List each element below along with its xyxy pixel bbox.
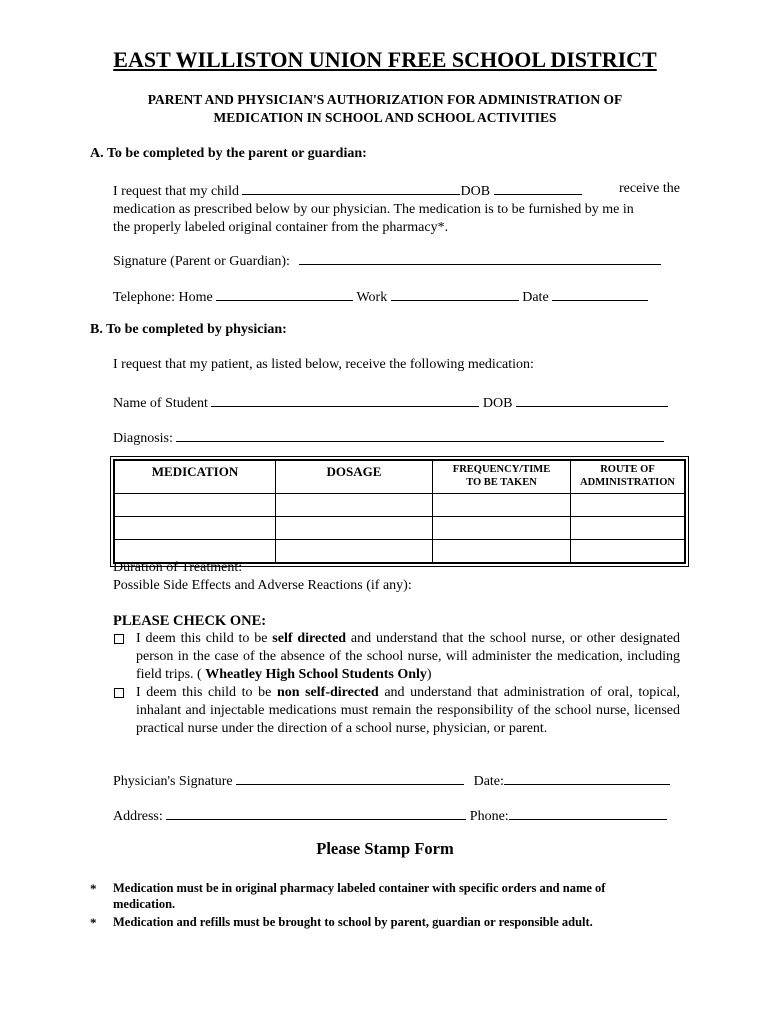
work-phone-label: Work xyxy=(356,290,388,305)
section-a-request xyxy=(113,180,680,237)
footnote-1: Medication must be in original pharmacy labeled container with specific orders and name of medication. xyxy=(113,881,606,911)
footnote-star-1: * xyxy=(90,881,97,896)
side-effects-label: Possible Side Effects and Adverse Reactions (if any): xyxy=(113,578,412,593)
physician-signature-row xyxy=(113,770,670,791)
medication-cell[interactable] xyxy=(114,517,276,540)
home-phone-field[interactable] xyxy=(216,286,353,301)
request-line-3: the properly labeled original container from the pharmacy*. xyxy=(113,220,449,235)
table-row xyxy=(114,494,685,517)
route-cell[interactable] xyxy=(571,494,686,517)
header-route: ROUTE OF ADMINISTRATION xyxy=(571,460,686,494)
dosage-cell[interactable] xyxy=(276,517,433,540)
medication-table xyxy=(113,459,686,564)
student-dob-label: DOB xyxy=(482,396,513,411)
check-one-heading: PLEASE CHECK ONE: xyxy=(113,613,267,629)
route-cell[interactable] xyxy=(571,540,686,564)
request-label: I request that my child xyxy=(113,184,239,199)
self-directed-text: I deem this child to be self directed and understand that the school nurse, or other designated person in the case of the absence of the school nurse, will administer the medication, including field trips. ( Wheatley High School Students Only) xyxy=(136,631,680,682)
student-row xyxy=(113,392,668,413)
table-row xyxy=(114,517,685,540)
footnote-star-2: * xyxy=(90,915,97,930)
medication-cell[interactable] xyxy=(114,494,276,517)
self-directed-checkbox[interactable] xyxy=(114,634,124,644)
physician-date-field[interactable] xyxy=(504,770,670,785)
telephone-row xyxy=(113,286,648,307)
diagnosis-row xyxy=(113,427,664,448)
document-subtitle xyxy=(0,91,770,127)
non-self-directed-checkbox[interactable] xyxy=(114,688,124,698)
telephone-home-label: Telephone: Home xyxy=(113,290,213,305)
phone-field[interactable] xyxy=(509,805,667,820)
parent-date-field[interactable] xyxy=(552,286,648,301)
physician-signature-field[interactable] xyxy=(236,770,464,785)
non-self-directed-option xyxy=(113,684,680,738)
child-dob-field[interactable] xyxy=(494,180,582,195)
header-medication: MEDICATION xyxy=(114,460,276,494)
parent-signature-field[interactable] xyxy=(299,250,661,265)
request-line-2: medication as prescribed below by our physician. The medication is to be furnished by me in xyxy=(113,202,634,217)
frequency-cell[interactable] xyxy=(433,494,571,517)
address-field[interactable] xyxy=(166,805,466,820)
student-name-field[interactable] xyxy=(211,392,479,407)
table-header-row xyxy=(114,460,685,494)
parent-signature-label: Signature (Parent or Guardian): xyxy=(113,254,290,269)
work-phone-field[interactable] xyxy=(391,286,519,301)
child-name-field[interactable] xyxy=(242,180,460,195)
stamp-instruction: Please Stamp Form xyxy=(316,839,454,858)
address-row xyxy=(113,805,667,826)
parent-date-label: Date xyxy=(522,290,549,305)
subtitle-line-2: MEDICATION IN SCHOOL AND SCHOOL ACTIVITIES xyxy=(213,110,557,125)
route-cell[interactable] xyxy=(571,517,686,540)
self-directed-option xyxy=(113,630,680,684)
request-dob-label: DOB xyxy=(460,184,491,199)
student-name-label: Name of Student xyxy=(113,396,208,411)
address-label: Address: xyxy=(113,809,163,824)
request-receive-label: receive the xyxy=(618,181,680,196)
non-self-directed-text: I deem this child to be non self-directed and understand that administration of oral, topical, inhalant and injectable medications must remain the responsibility of the school nurse, licensed practical nurse under the direction of a school nurse, physician, or parent. xyxy=(136,685,680,736)
frequency-cell[interactable] xyxy=(433,540,571,564)
section-b-heading: B. To be completed by physician: xyxy=(90,322,287,337)
phone-label: Phone: xyxy=(469,809,509,824)
student-dob-field[interactable] xyxy=(516,392,668,407)
document-title: EAST WILLISTON UNION FREE SCHOOL DISTRICT xyxy=(113,47,657,72)
header-frequency: FREQUENCY/TIME TO BE TAKEN xyxy=(433,460,571,494)
dosage-cell[interactable] xyxy=(276,494,433,517)
subtitle-line-1: PARENT AND PHYSICIAN'S AUTHORIZATION FOR ADMINISTRATION OF xyxy=(147,92,623,107)
frequency-cell[interactable] xyxy=(433,517,571,540)
physician-date-label: Date: xyxy=(473,774,504,789)
header-dosage: DOSAGE xyxy=(276,460,433,494)
dosage-cell[interactable] xyxy=(276,540,433,564)
duration-label: Duration of Treatment: xyxy=(113,560,243,575)
footnote-2: Medication and refills must be brought to school by parent, guardian or responsible adult. xyxy=(113,915,593,929)
diagnosis-field[interactable] xyxy=(176,427,664,442)
section-a-heading: A. To be completed by the parent or guardian: xyxy=(90,146,367,161)
physician-request-text: I request that my patient, as listed below, receive the following medication: xyxy=(113,357,534,372)
physician-signature-label: Physician's Signature xyxy=(113,774,233,789)
parent-signature-row xyxy=(113,250,661,271)
diagnosis-label: Diagnosis: xyxy=(113,431,173,446)
